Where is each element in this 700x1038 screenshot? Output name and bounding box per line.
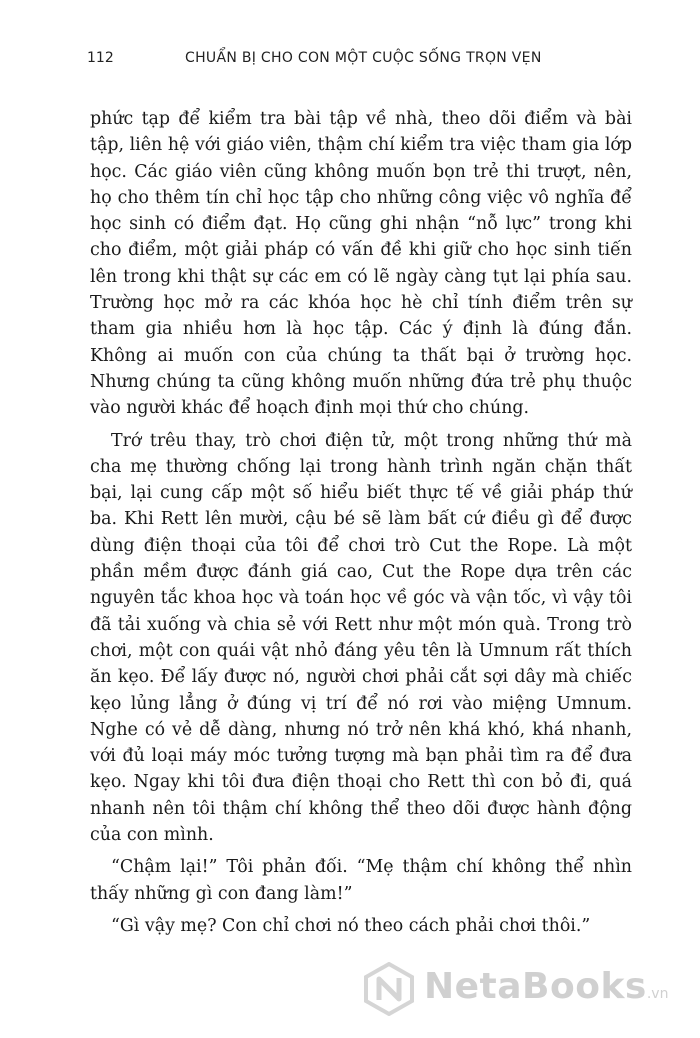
paragraph-4: “Gì vậy mẹ? Con chỉ chơi nó theo cách phải chơi thôi.” xyxy=(111,915,591,936)
watermark-text xyxy=(424,966,668,1007)
page-header xyxy=(87,50,620,72)
watermark xyxy=(362,960,682,1020)
watermark-brand: NetaBooks xyxy=(424,966,647,1007)
netabooks-logo-icon xyxy=(362,962,416,1016)
paragraph-1: phức tạp để kiểm tra bài tập về nhà, theo dõi điểm và bài tập, liên hệ với giáo viên, thậm chí kiểm tra việc tham gia lớp học. Các giáo viên cũng không muốn bọn trẻ thi trượt, nên, họ cho thêm tín chỉ học tập cho những công việc vô nghĩa để học sinh có điểm đạt. Họ cũng ghi nhận “nỗ lực” trong khi cho điểm, một giải pháp có vấn đề khi giữ cho học sinh tiến lên trong khi thật sự các em có lẽ ngày càng tụt lại phía sau. Trường học mở ra các khóa học hè chỉ tính điểm trên sự tham gia nhiều hơn là học tập. Các ý định là đúng đắn. Không ai muốn con của chúng ta thất bại ở trường học. Nhưng chúng ta cũng không muốn những đứa trẻ phụ thuộc vào người khác để hoạch định mọi thứ cho chúng. xyxy=(90,109,632,419)
body-text xyxy=(90,106,632,945)
page-number: 112 xyxy=(87,50,114,66)
running-title: CHUẨN BỊ CHO CON MỘT CUỘC SỐNG TRỌN VẸN xyxy=(185,50,542,66)
paragraph-3: “Chậm lại!” Tôi phản đối. “Mẹ thậm chí không thể nhìn thấy những gì con đang làm!” xyxy=(90,857,632,904)
watermark-suffix: .vn xyxy=(646,986,669,1002)
paragraph-2: Trớ trêu thay, trò chơi điện tử, một trong những thứ mà cha mẹ thường chống lại trong hành trình ngăn chặn thất bại, lại cung cấp một số hiểu biết thực tế về giải pháp thứ ba. Khi Rett lên mười, cậu bé sẽ làm bất cứ điều gì để được dùng điện thoại của tôi để chơi trò Cut the Rope. Là một phần mềm được đánh giá cao, Cut the Rope dựa trên các nguyên tắc khoa học và toán học về góc và vận tốc, vì vậy tôi đã tải xuống và chia sẻ với Rett như một món quà. Trong trò chơi, một con quái vật nhỏ đáng yêu tên là Umnum rất thích ăn kẹo. Để lấy được nó, người chơi phải cắt sợi dây mà chiếc kẹo lủng lẳng ở đúng vị trí để nó rơi vào miệng Umnum. Nghe có vẻ dễ dàng, nhưng nó trở nên khá khó, khá nhanh, với đủ loại máy móc tưởng tượng mà bạn phải tìm ra để đưa kẹo. Ngay khi tôi đưa điện thoại cho Rett thì con bỏ đi, quá nhanh nên tôi thậm chí không thể theo dõi được hành động của con mình. xyxy=(90,430,632,846)
